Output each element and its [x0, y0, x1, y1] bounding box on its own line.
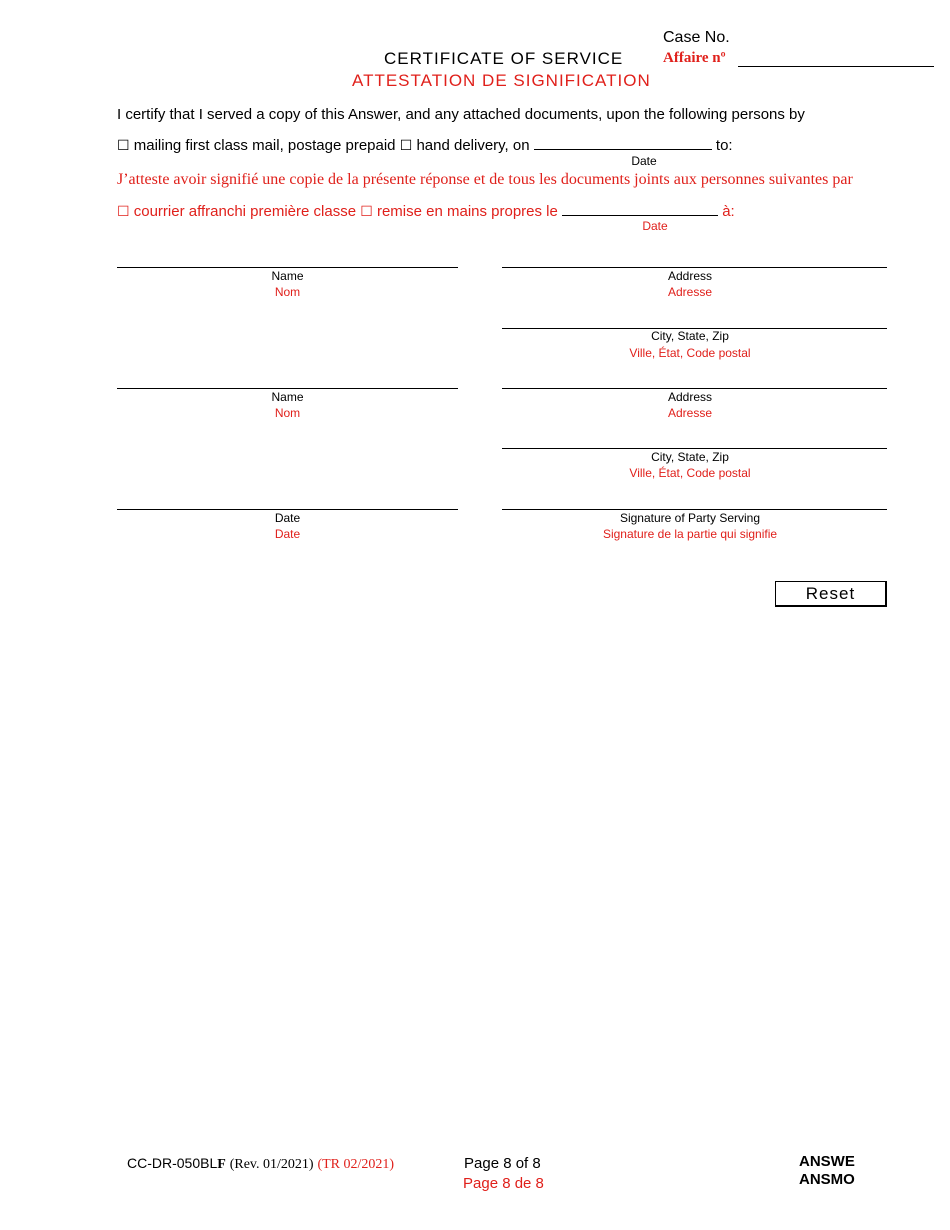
- party1-address-label: Address: [667, 269, 713, 283]
- page-number-fr: Page 8 de 8: [463, 1175, 544, 1192]
- service-date-field[interactable]: [534, 133, 712, 150]
- certify-text: I certify that I served a copy of this Answer, and any attached documents, upon the following persons by: [117, 106, 805, 123]
- hand-delivery-checkbox[interactable]: ☐: [399, 138, 413, 154]
- certify-text-fr: J’atteste avoir signifié une copie de la présente réponse et de tous les documents joints aux personnes suivantes par: [117, 171, 853, 188]
- signing-date-label: Date: [274, 511, 301, 525]
- service-date-caption: Date: [631, 154, 657, 168]
- page-title-fr: ATTESTATION DE SIGNIFICATION: [352, 71, 651, 90]
- certify-options-row-fr: [117, 199, 735, 220]
- reset-button[interactable]: Reset: [775, 581, 887, 607]
- certify-options-row: [117, 133, 733, 154]
- signature-label-fr: Signature de la partie qui signifie: [602, 527, 778, 541]
- doc-code-fr: ANSMO: [799, 1171, 855, 1188]
- party1-name-label-fr: Nom: [274, 285, 301, 299]
- mail-option-label: mailing first class mail, postage prepaid: [133, 137, 396, 154]
- hand-delivery-option-label-fr: remise en mains propres le: [376, 203, 558, 220]
- party2-city-label: City, State, Zip: [651, 450, 729, 464]
- mail-checkbox[interactable]: ☐: [117, 138, 130, 154]
- case-no-label-fr: Affaire nº: [663, 50, 726, 66]
- party2-name-label-fr: Nom: [274, 406, 301, 420]
- to-label-fr: à:: [722, 203, 735, 220]
- case-no-field[interactable]: [738, 66, 934, 67]
- doc-code: ANSWE: [799, 1153, 855, 1170]
- to-label: to:: [715, 137, 733, 154]
- party2-name-label: Name: [271, 390, 304, 404]
- case-no-label: Case No.: [663, 29, 730, 46]
- service-date-field-fr[interactable]: [562, 199, 718, 216]
- form-code-suffix: F: [217, 1157, 226, 1172]
- service-date-caption-fr: Date: [642, 219, 668, 233]
- party1-name-label: Name: [271, 269, 304, 283]
- signing-date-label-fr: Date: [274, 527, 301, 541]
- party1-address-label-fr: Adresse: [667, 285, 713, 299]
- party1-city-label: City, State, Zip: [651, 329, 729, 343]
- form-code: CC-DR-050BL: [127, 1155, 218, 1171]
- mail-option-label-fr: courrier affranchi première classe: [133, 203, 357, 220]
- party1-city-label-fr: Ville, État, Code postal: [629, 346, 751, 360]
- party2-address-label: Address: [667, 390, 713, 404]
- signature-label: Signature of Party Serving: [619, 511, 761, 525]
- party2-city-label-fr: Ville, État, Code postal: [629, 466, 751, 480]
- hand-delivery-option-label: hand delivery, on: [416, 137, 530, 154]
- page-title: CERTIFICATE OF SERVICE: [384, 49, 624, 68]
- page-number: Page 8 of 8: [464, 1155, 541, 1172]
- hand-delivery-checkbox-fr[interactable]: ☐: [360, 204, 373, 220]
- form-translation-revision: (TR 02/2021): [317, 1157, 395, 1172]
- form-id: [127, 1155, 394, 1173]
- party2-address-label-fr: Adresse: [667, 406, 713, 420]
- mail-checkbox-fr[interactable]: ☐: [117, 204, 130, 220]
- form-revision: (Rev. 01/2021): [229, 1157, 314, 1172]
